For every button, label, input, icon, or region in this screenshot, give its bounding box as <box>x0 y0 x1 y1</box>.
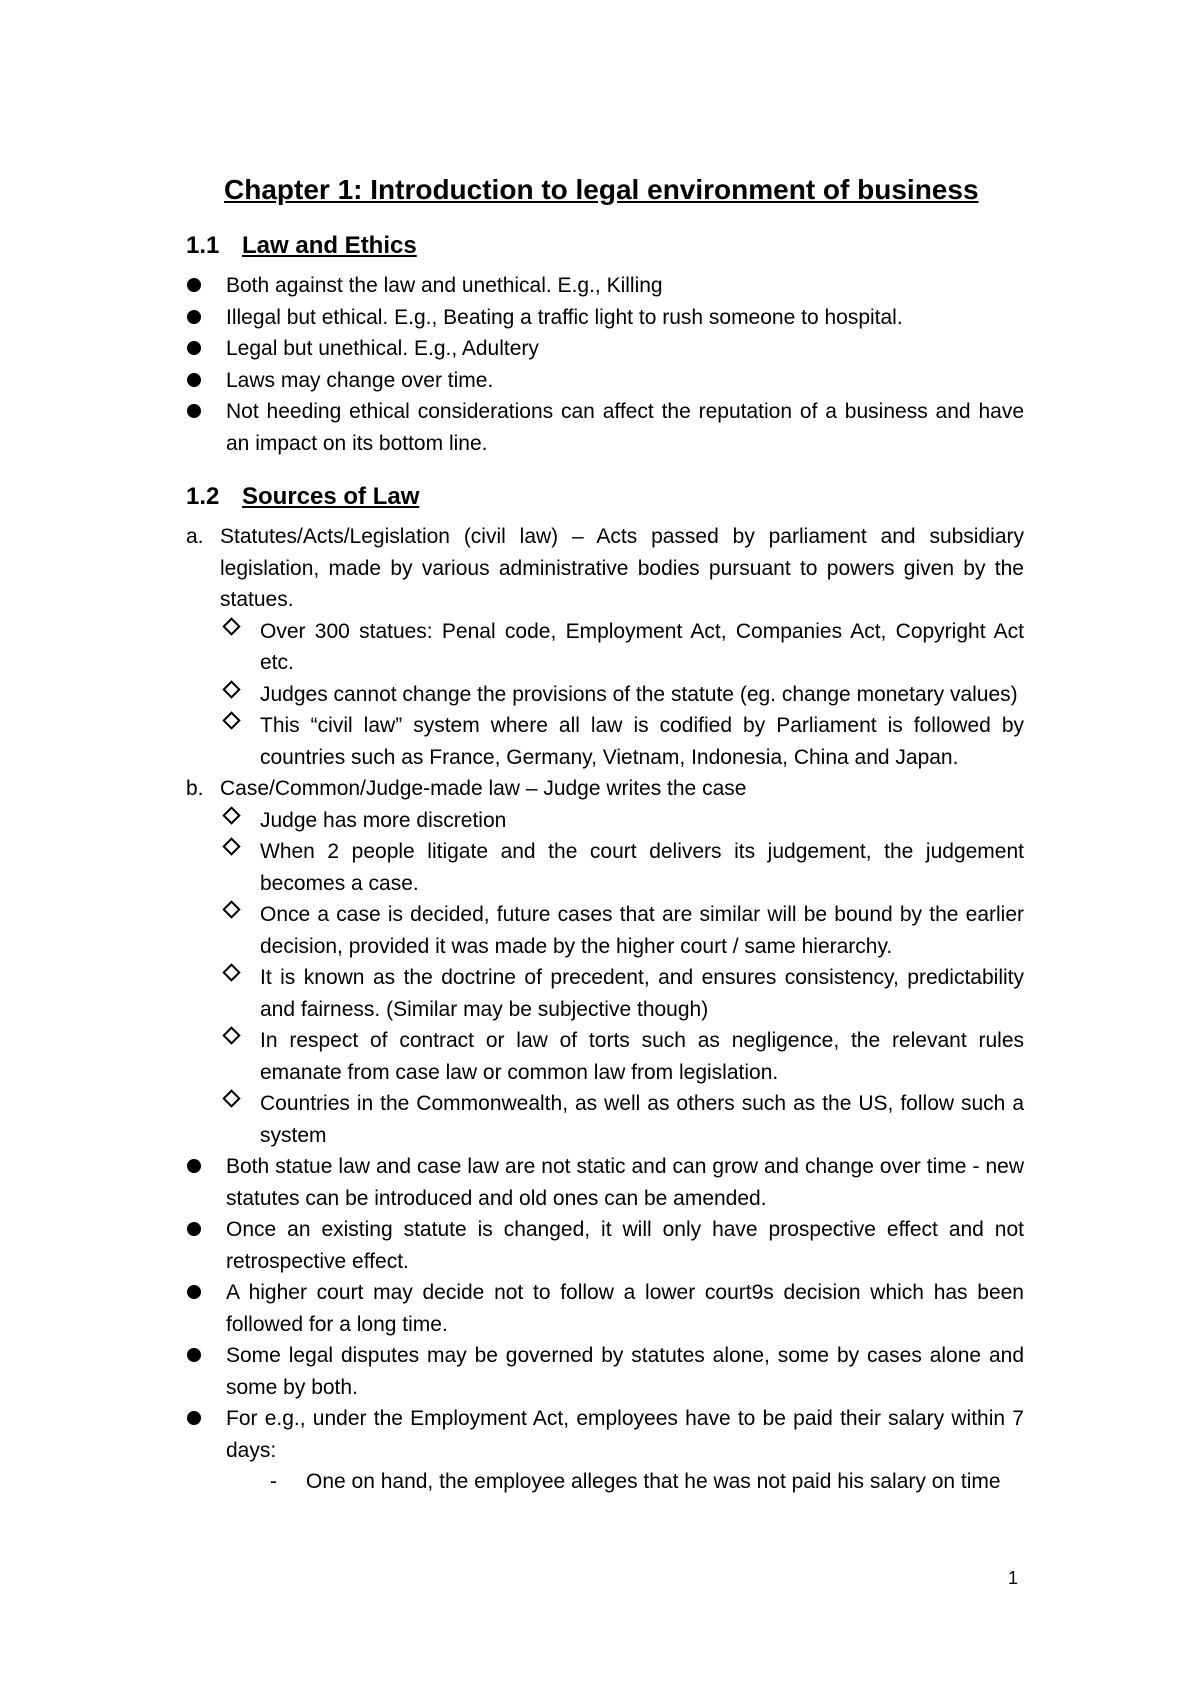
sources-list <box>186 521 1024 1151</box>
sub-list-item: In respect of contract or law of torts such as negligence, the relevant rules emanate from case law or common law from legislation. <box>220 1025 1024 1088</box>
list-item: Not heeding ethical considerations can affect the reputation of a business and have an impact on its bottom line. <box>186 396 1024 459</box>
section-2-bullet-list <box>186 1151 1024 1498</box>
sub-list-item: It is known as the doctrine of precedent, and ensures consistency, predictability and fairness. (Similar may be subjective though) <box>220 962 1024 1025</box>
sub-list-item: Over 300 statues: Penal code, Employment Act, Companies Act, Copyright Act etc. <box>220 616 1024 679</box>
sub-list-item: Countries in the Commonwealth, as well as others such as the US, follow such a system <box>220 1088 1024 1151</box>
list-marker-b: b. <box>186 777 204 800</box>
diamond-bullet-icon <box>222 1026 240 1044</box>
dash-marker: - <box>270 1470 277 1493</box>
list-item: Once an existing statute is changed, it will only have prospective effect and not retrospective effect. <box>186 1214 1024 1277</box>
sub-list-item: Judge has more discretion <box>220 805 1024 837</box>
chapter-title: Chapter 1: Introduction to legal environment of business <box>224 174 979 205</box>
section-1-title: Law and Ethics <box>242 232 417 259</box>
page-content <box>186 172 1024 1498</box>
list-item: Both against the law and unethical. E.g., Killing <box>186 270 1024 302</box>
sub-list-item: Once a case is decided, future cases that are similar will be bound by the earlier decision, provided it was made by the higher court / same hierarchy. <box>220 899 1024 962</box>
list-item-b <box>186 773 1024 1151</box>
bullet-dot-icon <box>187 310 201 324</box>
sub-list-item: When 2 people litigate and the court delivers its judgement, the judgement becomes a case. <box>220 836 1024 899</box>
bullet-dot-icon <box>187 341 201 355</box>
list-item: Some legal disputes may be governed by statutes alone, some by cases alone and some by both. <box>186 1340 1024 1403</box>
item-b-text: Case/Common/Judge-made law – Judge writes the case <box>220 777 747 800</box>
bullet-dot-icon <box>187 1159 201 1173</box>
list-item: For e.g., under the Employment Act, employees have to be paid their salary within 7 days: - One on hand, the employee alleges that he was not paid his salary on time <box>186 1403 1024 1498</box>
section-2-number: 1.2 <box>186 483 220 510</box>
bullet-dot-icon <box>187 278 201 292</box>
diamond-bullet-icon <box>222 837 240 855</box>
item-b-sub-list <box>220 805 1024 1152</box>
item-a-text: Statutes/Acts/Legislation (civil law) – Acts passed by parliament and subsidiary legislation, made by various administrative bodies pursuant to powers given by the statues. <box>220 525 1024 611</box>
item-a-sub-list <box>220 616 1024 774</box>
bullet-dot-icon <box>187 373 201 387</box>
section-1-bullet-list <box>186 270 1024 459</box>
sub-list-item: This “civil law” system where all law is codified by Parliament is followed by countries such as France, Germany, Vietnam, Indonesia, China and Japan. <box>220 710 1024 773</box>
diamond-bullet-icon <box>222 963 240 981</box>
list-marker-a: a. <box>186 525 204 548</box>
list-item-a <box>186 521 1024 773</box>
page-number: 1 <box>1008 1568 1019 1588</box>
bullet-dot-icon <box>187 1285 201 1299</box>
bullet-dot-icon <box>187 1348 201 1362</box>
diamond-bullet-icon <box>222 711 240 729</box>
diamond-bullet-icon <box>222 680 240 698</box>
list-item: Laws may change over time. <box>186 365 1024 397</box>
dash-list-item: - One on hand, the employee alleges that he was not paid his salary on time <box>266 1466 1024 1498</box>
section-1-heading <box>186 230 1024 262</box>
dash-list <box>226 1466 1024 1498</box>
diamond-bullet-icon <box>222 617 240 635</box>
diamond-bullet-icon <box>222 806 240 824</box>
list-item: A higher court may decide not to follow a lower court9s decision which has been followed for a long time. <box>186 1277 1024 1340</box>
list-item: Legal but unethical. E.g., Adultery <box>186 333 1024 365</box>
bullet-dot-icon <box>187 1411 201 1425</box>
sub-list-item: Judges cannot change the provisions of the statute (eg. change monetary values) <box>220 679 1024 711</box>
section-1-number: 1.1 <box>186 232 220 259</box>
section-2-title: Sources of Law <box>242 483 420 510</box>
list-item: Both statue law and case law are not static and can grow and change over time - new statutes can be introduced and old ones can be amended. <box>186 1151 1024 1214</box>
diamond-bullet-icon <box>222 900 240 918</box>
bullet-dot-icon <box>187 404 201 418</box>
list-item: Illegal but ethical. E.g., Beating a traffic light to rush someone to hospital. <box>186 302 1024 334</box>
diamond-bullet-icon <box>222 1089 240 1107</box>
bullet-dot-icon <box>187 1222 201 1236</box>
section-2-heading <box>186 481 1024 513</box>
